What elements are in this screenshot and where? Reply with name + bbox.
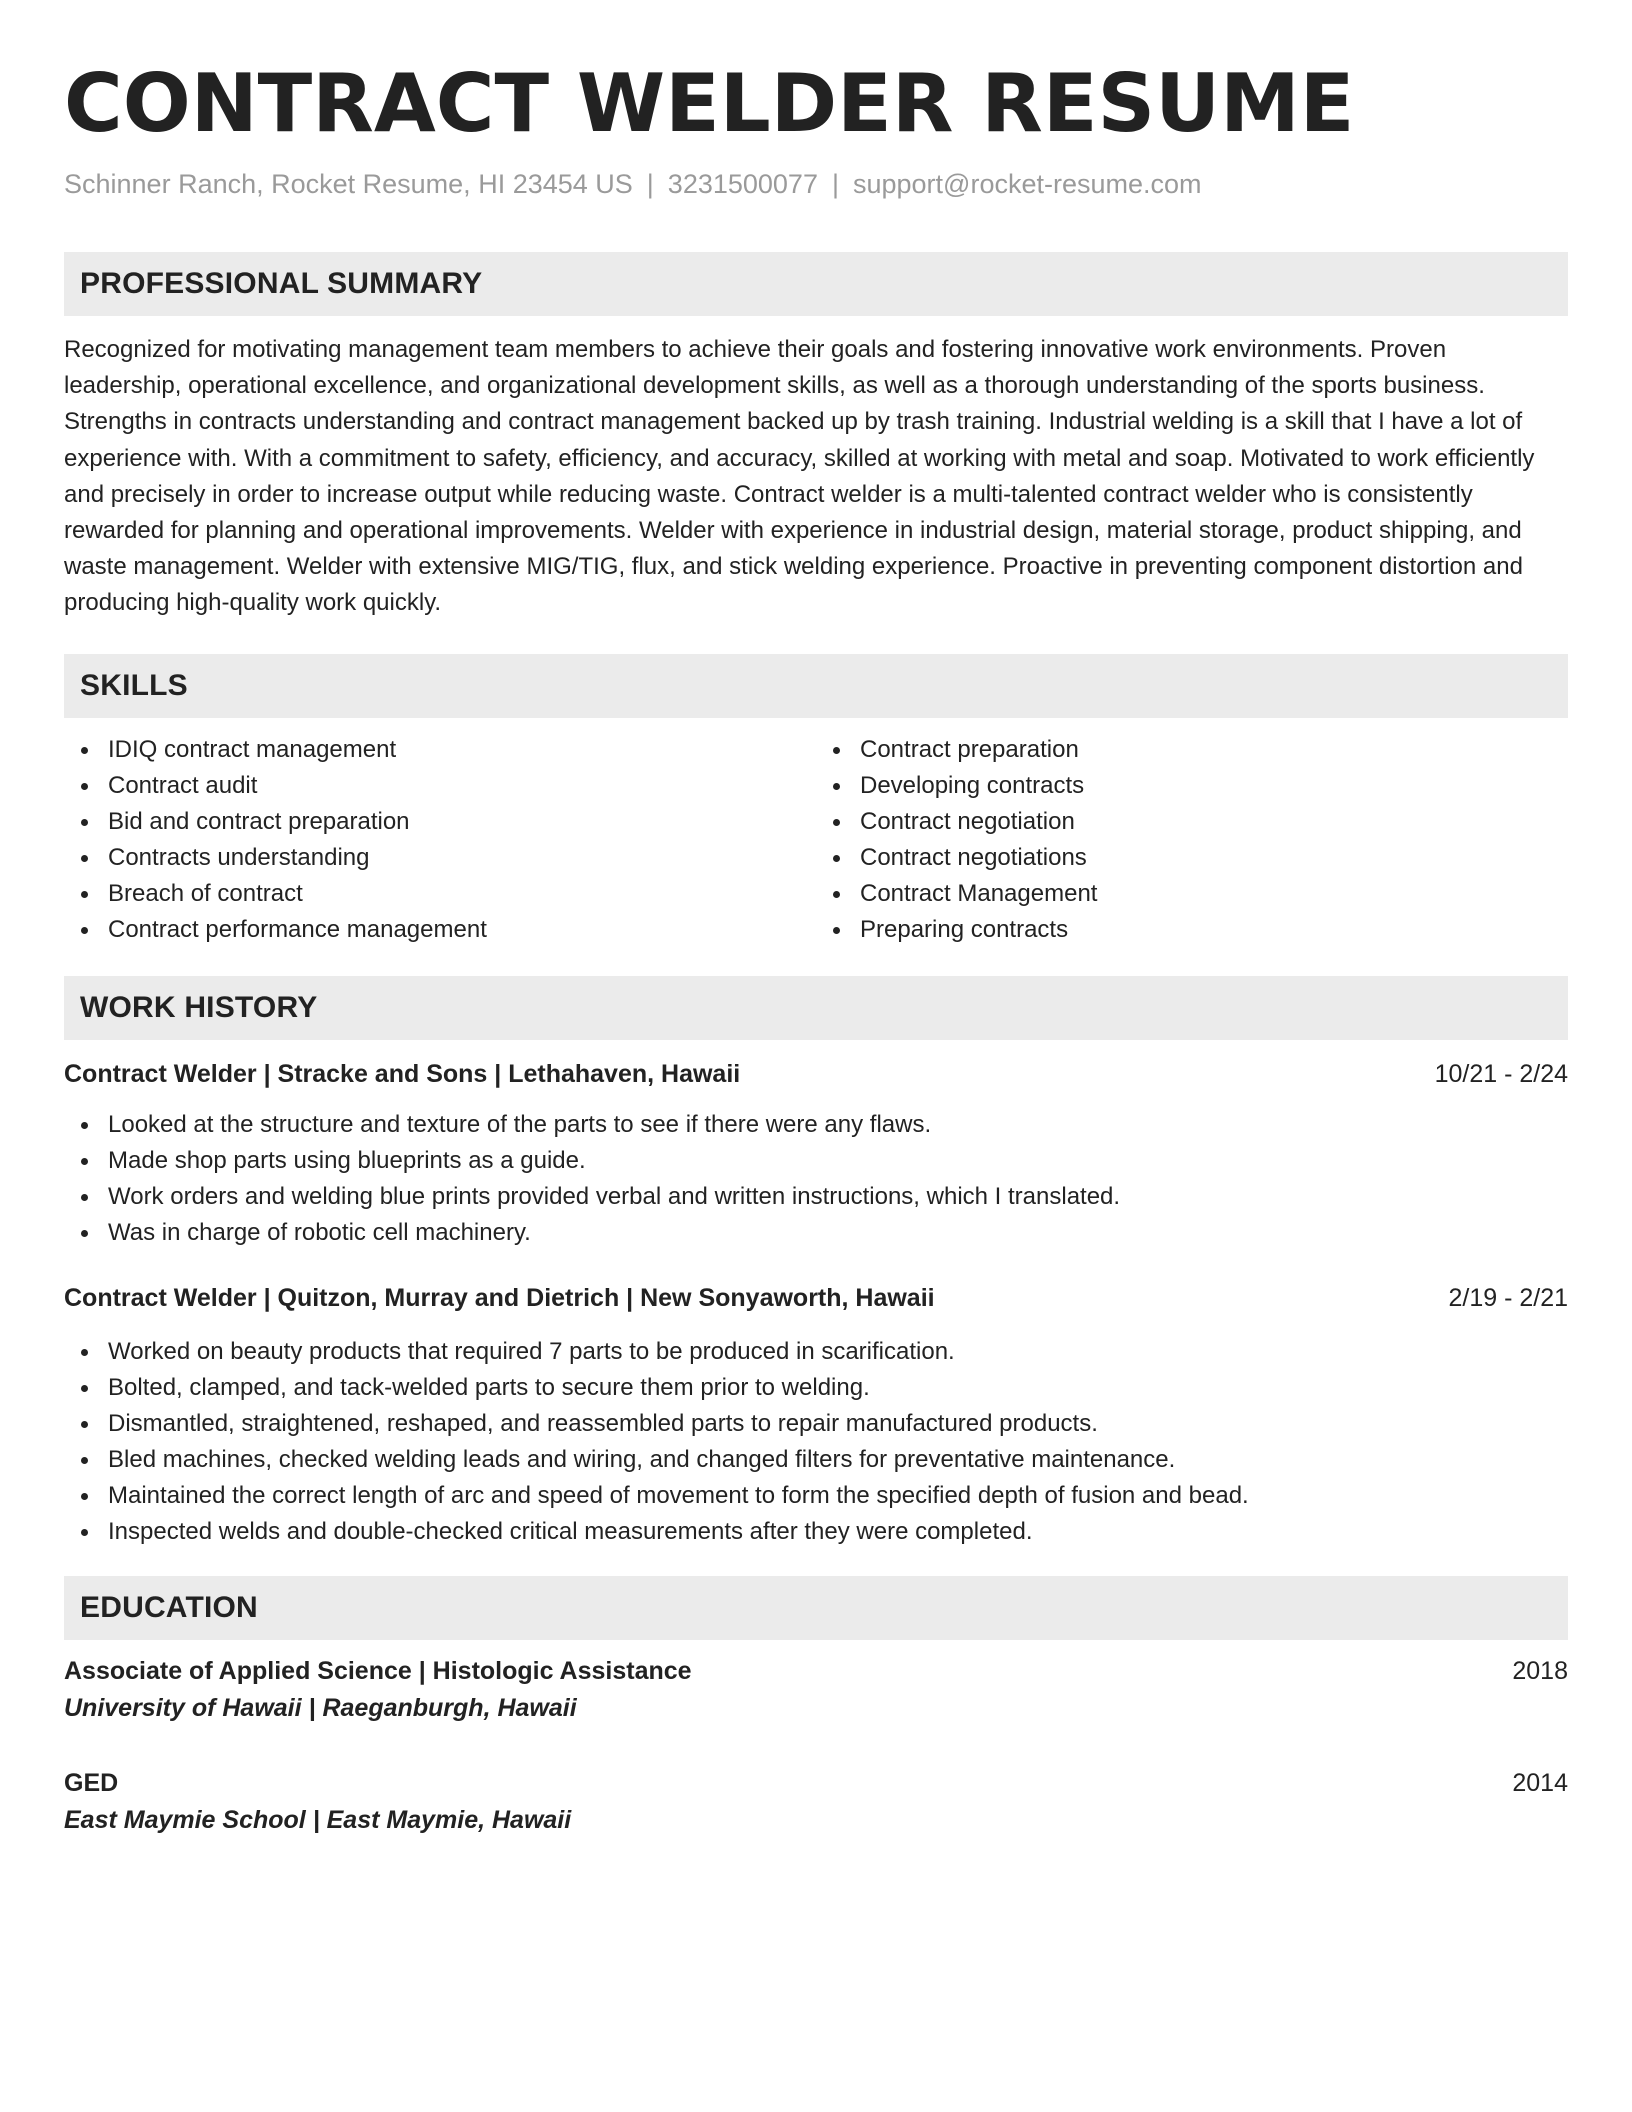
- section-header-work-history: WORK HISTORY: [64, 976, 1568, 1040]
- contact-separator: |: [831, 169, 839, 199]
- contact-email: support@rocket-resume.com: [852, 169, 1202, 199]
- skills-grid: [64, 732, 1568, 948]
- education-school: East Maymie School | East Maymie, Hawaii: [64, 1805, 572, 1834]
- skill-item: Breach of contract: [108, 876, 816, 912]
- skill-item: Contract Management: [860, 876, 1568, 912]
- skill-item: Developing contracts: [860, 768, 1568, 804]
- section-header-skills: SKILLS: [64, 654, 1568, 718]
- contact-line: [64, 166, 1568, 202]
- job-duty-item: Bolted, clamped, and tack-welded parts to secure them prior to welding.: [108, 1370, 1568, 1406]
- job-duty-item: Dismantled, straightened, reshaped, and reassembled parts to repair manufactured products.: [108, 1406, 1568, 1442]
- education-entry: [64, 1652, 1568, 1726]
- section-header-education: EDUCATION: [64, 1576, 1568, 1640]
- skill-item: Contract negotiation: [860, 804, 1568, 840]
- job-duty-item: Bled machines, checked welding leads and wiring, and changed filters for preventative maintenance.: [108, 1442, 1568, 1478]
- education-header: [64, 1652, 1568, 1690]
- job-duties-list: [64, 1107, 1568, 1251]
- education-degree: Associate of Applied Science | Histologic Assistance: [64, 1656, 692, 1685]
- job-header: [64, 1280, 1568, 1316]
- skill-item: Bid and contract preparation: [108, 804, 816, 840]
- skill-item: Contract negotiations: [860, 840, 1568, 876]
- resume-title: CONTRACT WELDER RESUME: [64, 57, 1355, 150]
- job-duty-item: Looked at the structure and texture of the parts to see if there were any flaws.: [108, 1107, 1568, 1143]
- education-school: University of Hawaii | Raeganburgh, Hawaii: [64, 1693, 577, 1722]
- job-duty-item: Made shop parts using blueprints as a guide.: [108, 1143, 1568, 1179]
- job-duty-item: Worked on beauty products that required 7 parts to be produced in scarification.: [108, 1334, 1568, 1370]
- skill-item: Contract audit: [108, 768, 816, 804]
- education-year: 2018: [1512, 1656, 1568, 1685]
- summary-text: Recognized for motivating management team members to achieve their goals and fostering innovative work environments. Proven leadership, operational excellence, and organizational development skills, as well as a thorough understanding of the sports business. Strengths in contracts understanding and contract management backed up by trash training. Industrial welding is a skill that I have a lot of experience with. With a commitment to safety, efficiency, and accuracy, skilled at working with metal and soap. Motivated to work efficiently and precisely in order to increase output while reducing waste. Contract welder is a multi-talented contract welder who is consistently rewarded for planning and operational improvements. Welder with experience in industrial design, material storage, product shipping, and waste management. Welder with extensive MIG/TIG, flux, and stick welding experience. Proactive in preventing component distortion and producing high-quality work quickly.: [64, 336, 1535, 617]
- job-duties-list: [64, 1334, 1568, 1550]
- skill-item: Preparing contracts: [860, 912, 1568, 948]
- education-header: [64, 1764, 1568, 1802]
- contact-separator: |: [646, 169, 654, 199]
- job-title: Contract Welder | Stracke and Sons | Lethahaven, Hawaii: [64, 1059, 741, 1088]
- skill-item: Contracts understanding: [108, 840, 816, 876]
- job-title: Contract Welder | Quitzon, Murray and Dietrich | New Sonyaworth, Hawaii: [64, 1283, 935, 1312]
- skill-item: Contract preparation: [860, 732, 1568, 768]
- contact-address: Schinner Ranch, Rocket Resume, HI 23454 US: [64, 169, 633, 199]
- job-duty-item: Inspected welds and double-checked critical measurements after they were completed.: [108, 1514, 1568, 1550]
- job-dates: 2/19 - 2/21: [1448, 1283, 1568, 1312]
- job-duty-item: Maintained the correct length of arc and speed of movement to form the specified depth of fusion and bead.: [108, 1478, 1568, 1514]
- skills-column-right: [816, 732, 1568, 948]
- skills-column-left: [64, 732, 816, 948]
- job-entry: [64, 1056, 1568, 1251]
- education-entry: [64, 1764, 1568, 1838]
- job-duty-item: Was in charge of robotic cell machinery.: [108, 1215, 1568, 1251]
- job-entry: [64, 1280, 1568, 1550]
- skill-item: IDIQ contract management: [108, 732, 816, 768]
- section-header-summary: PROFESSIONAL SUMMARY: [64, 252, 1568, 316]
- education-year: 2014: [1512, 1768, 1568, 1797]
- skill-item: Contract performance management: [108, 912, 816, 948]
- contact-phone: 3231500077: [667, 169, 818, 199]
- education-degree: GED: [64, 1768, 119, 1797]
- job-dates: 10/21 - 2/24: [1434, 1059, 1568, 1088]
- job-duty-item: Work orders and welding blue prints provided verbal and written instructions, which I translated.: [108, 1179, 1568, 1215]
- job-header: [64, 1056, 1568, 1092]
